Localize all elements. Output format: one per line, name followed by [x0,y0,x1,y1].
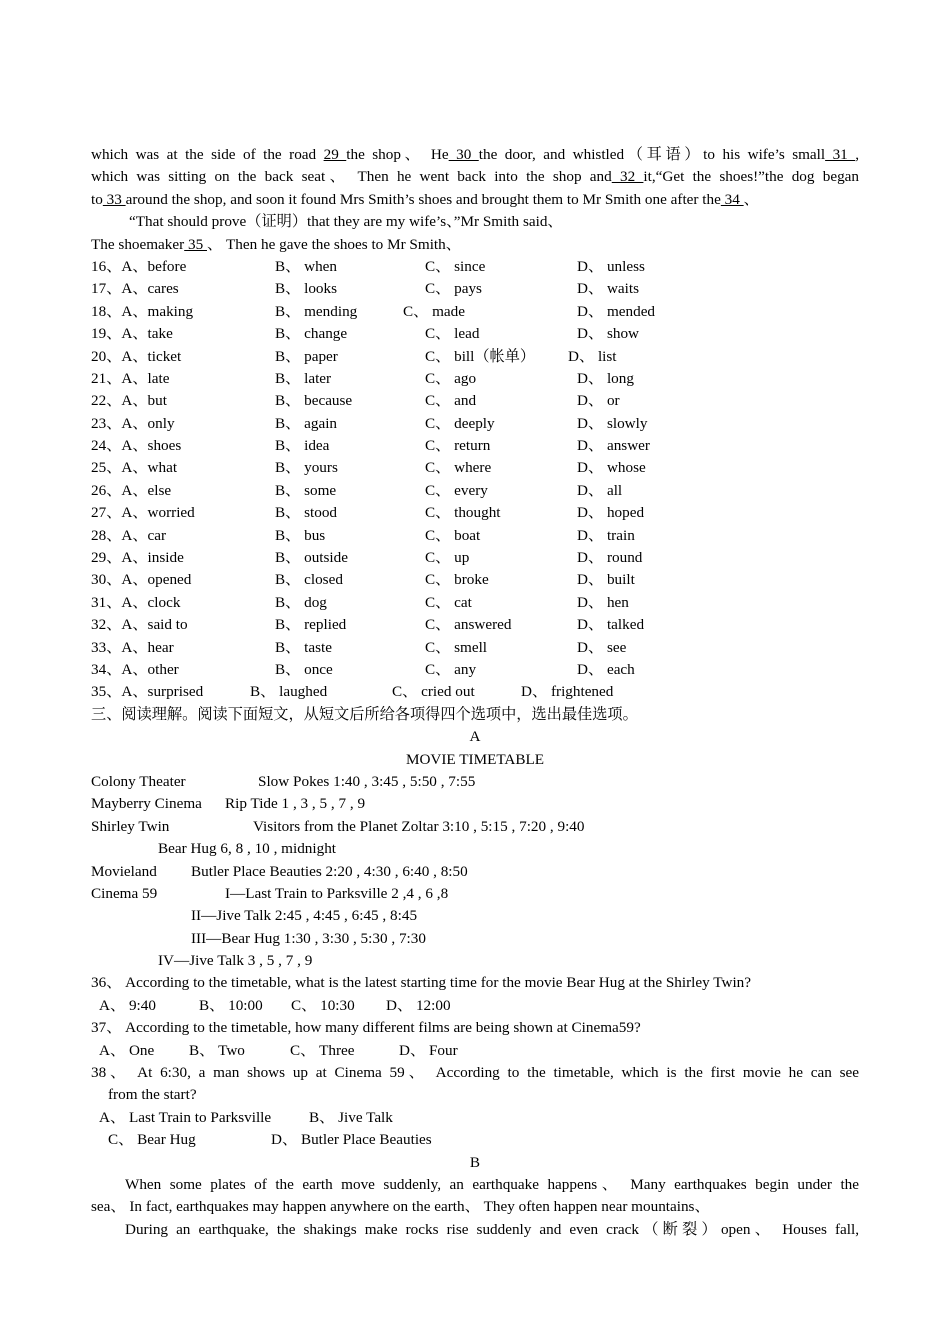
movie-timetable [91,771,859,973]
question-row: 32、A、said to B、 replied C、 answered D、 talked [91,616,645,634]
question-row: 30、A、opened B、 closed C、 broke D、 built [91,571,635,589]
question-row: 26、A、else B、 some C、 every D、 all [91,481,623,499]
passage-b-line-1: When some plates of the earth move suddenly, an earthquake happens、 Many earthquakes begin under the [125,1175,859,1193]
question-row: 35、A、surprised B、 laughed C、 cried out D、 frightened [91,683,614,701]
part-a-label: A [469,728,481,746]
question-38-options-2: C、 Bear Hug D、 Butler Place Beauties [108,1131,432,1149]
question-row: 21、A、late B、 later C、 ago D、 long [91,369,634,387]
blank-29: 29 [323,146,347,163]
blank-30: 30 [448,146,479,163]
passage-line-2: which was sitting on the back seat、 Then he went back into the shop and 32 it,“Get the shoes!”the dog began [91,168,859,186]
question-row: 18、A、making B、 mending C、 made D、 mended [91,302,656,320]
part-b-label: B [469,1153,481,1171]
blank-34: 34 [720,190,744,208]
passage-b-line-2: sea、 In fact, earthquakes may happen anywhere on the earth、 They often happen near mountains、 [91,1198,710,1216]
question-row: 29、A、inside B、 outside C、 up D、 round [91,549,643,567]
question-row: 28、A、car B、 bus C、 boat D、 train [91,526,635,544]
question-row: 27、A、worried B、 stood C、 thought D、 hoped [91,504,645,522]
cloze-options-list [91,256,859,704]
timetable-row: Movieland Butler Place Beauties 2:20 , 4:30 , 6:40 , 8:50 [91,862,468,880]
timetable-row: Colony Theater Slow Pokes 1:40 , 3:45 , 5:50 , 7:55 [91,772,476,790]
blank-35: 35 [184,235,207,253]
question-38-options-1: A、 Last Train to Parksville B、 Jive Talk [99,1108,393,1126]
question-36-options: A、 9:40 B、 10:00 C、 10:30 D、 12:00 [99,996,451,1014]
question-row: 22、A、but B、 because C、 and D、 or [91,392,620,410]
question-row: 31、A、clock B、 dog C、 cat D、 hen [91,593,629,611]
question-row: 33、A、hear B、 taste C、 smell D、 see [91,638,627,656]
timetable-row: IV—Jive Talk 3 , 5 , 7 , 9 [158,952,313,970]
timetable-row: Mayberry Cinema Rip Tide 1 , 3 , 5 , 7 , 9 [91,795,366,813]
question-row: 24、A、shoes B、 idea C、 return D、 answer [91,437,650,455]
question-38-cont: from the start? [108,1086,197,1104]
timetable-row: III—Bear Hug 1:30 , 3:30 , 5:30 , 7:30 [191,929,426,947]
timetable-row: II—Jive Talk 2:45 , 4:45 , 6:45 , 8:45 [191,907,418,925]
passage-line-4: “That should prove（证明）that they are my wife’s、”Mr Smith said、 [129,213,563,231]
question-row: 23、A、only B、 again C、 deeply D、 slowly [91,414,648,432]
question-37-options: A、 One B、 Two C、 Three D、 Four [99,1041,458,1059]
question-row: 16、A、before B、 when C、 since D、 unless [91,257,645,275]
question-37: 37、 According to the timetable, how many different films are being shown at Cinema59? [91,1019,641,1037]
blank-33: 33 [102,190,126,208]
question-row: 34、A、other B、 once C、 any D、 each [91,660,635,678]
timetable-row: Shirley Twin Visitors from the Planet Zoltar 3:10 , 5:15 , 7:20 , 9:40 [91,817,585,835]
timetable-title: MOVIE TIMETABLE [405,750,545,768]
passage-line-1: which was at the side of the road 29 the shop、 He 30 the door, and whistled（耳语）to his wife’s small 31 , [91,146,859,163]
question-row: 19、A、take B、 change C、 lead D、 show [91,325,640,343]
question-row: 17、A、cares B、 looks C、 pays D、 waits [91,280,640,298]
passage-line-5: The shoemaker 35 、 Then he gave the shoes to Mr Smith、 [91,235,461,253]
timetable-row: Cinema 59 I—Last Train to Parksville 2 ,4 , 6 ,8 [91,884,449,902]
passage-b-line-3: During an earthquake, the shakings make rocks rise suddenly and even crack（断裂）open、 Houses fall, [125,1220,859,1238]
question-36: 36、 According to the timetable, what is the latest starting time for the movie Bear Hug at the Shirley Twin? [91,974,751,992]
timetable-row: Bear Hug 6, 8 , 10 , midnight [158,840,337,858]
question-row: 25、A、what B、 yours C、 where D、 whose [91,459,646,477]
blank-32: 32 [611,168,644,186]
question-row: 20、A、ticket B、 paper C、 bill（帐单） D、 list [91,347,617,365]
question-38: 38、 At 6:30, a man shows up at Cinema 59、 According to the timetable, which is the first movie he can see [91,1064,859,1082]
section-heading: 三、阅读理解。阅读下面短文，从短文后所给各项得四个选项中，选出最佳选项。 [91,705,638,723]
blank-31: 31 [825,146,856,163]
passage-line-3: to 33 around the shop, and soon it found Mrs Smith’s shoes and brought them to Mr Smith one after the 34 、 [91,190,759,208]
document-page [91,144,859,1241]
